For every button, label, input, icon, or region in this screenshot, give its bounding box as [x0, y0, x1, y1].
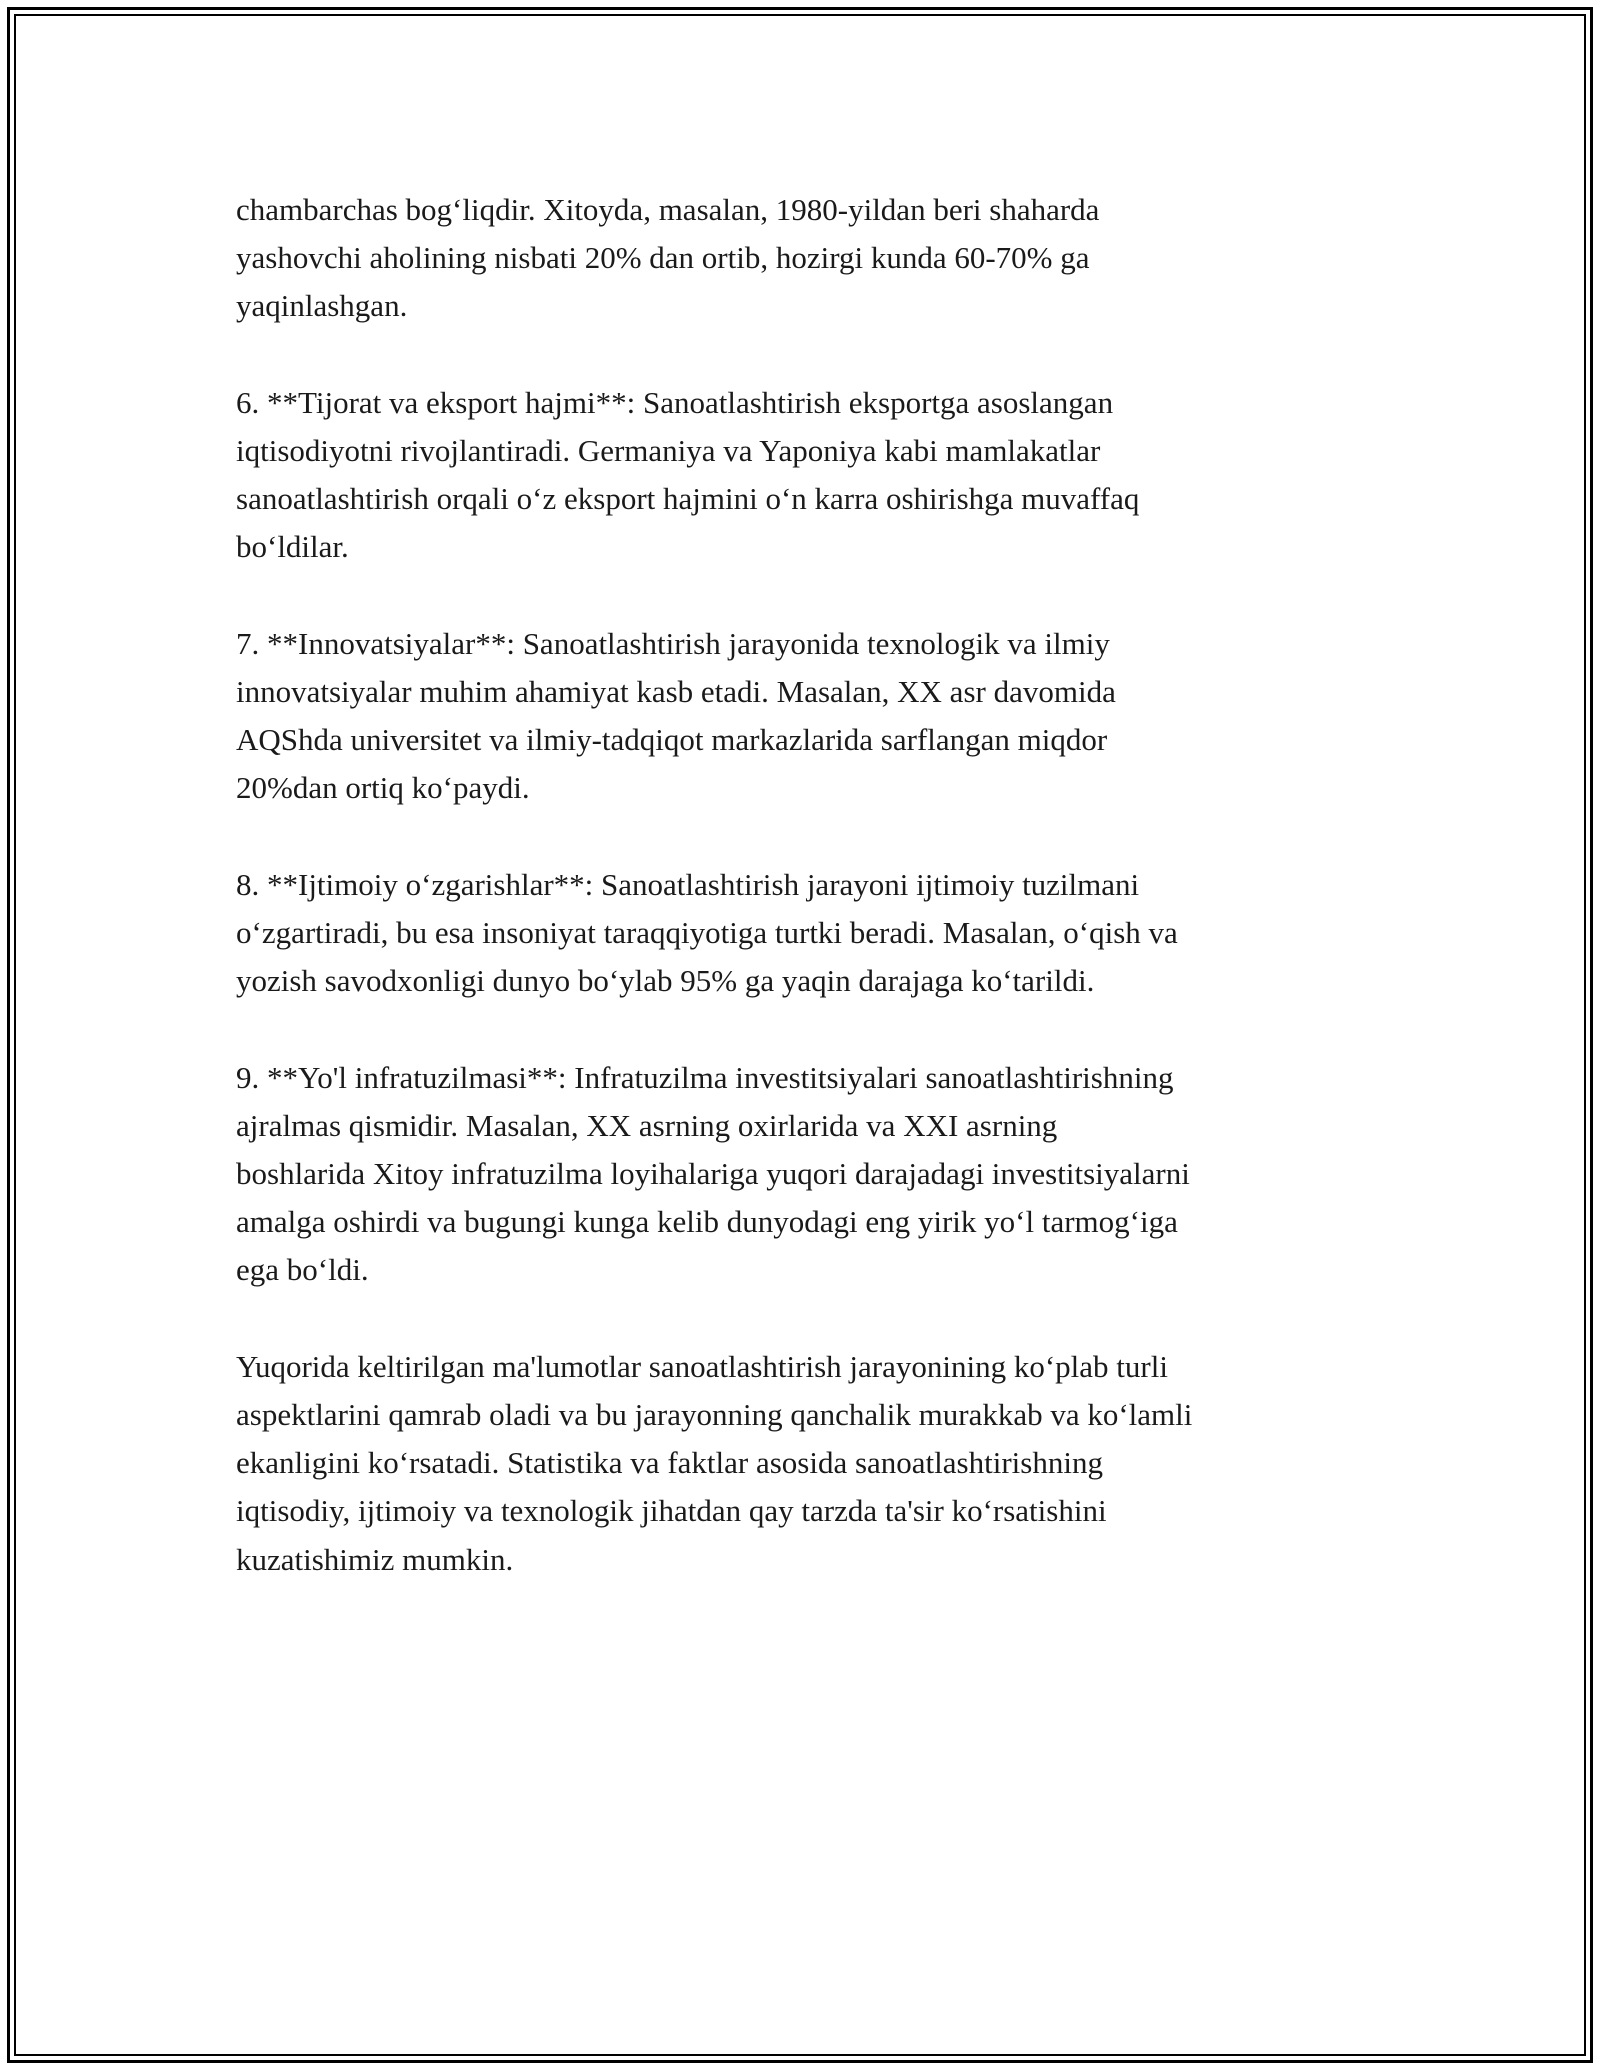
paragraph-conclusion: Yuqorida keltirilgan ma'lumotlar sanoatlashtirish jarayonining ko‘plab turli aspektlarini qamrab oladi va bu jarayonning qanchalik murakkab va ko‘lamli ekanligini ko‘rsatadi. Statistika va faktlar asosida sanoatlashtirishning iqtisodiy, ijtimoiy va texnologik jihatdan qay tarzda ta'sir ko‘rsatishini kuzatishimiz mumkin.: [236, 1348, 1193, 1577]
paragraph-urbanization: chambarchas bog‘liqdir. Xitoyda, masalan, 1980-yildan beri shaharda yashovchi aholining nisbati 20% dan ortib, hozirgi kunda 60-70% ga yaqinlashgan.: [236, 192, 1100, 324]
paragraph-road-infrastructure: 9. **Yo'l infratuzilmasi**: Infratuzilma investitsiyalari sanoatlashtirishning ajralmas qismidir. Masalan, XX asrning oxirlarida va XXI asrning boshlarida Xitoy infratuzilma loyihalariga yuqori darajadagi investitsiyalarni amalga oshirdi va bugungi kunga kelib dunyodagi eng yirik yo‘l tarmog‘iga ega bo‘ldi.: [236, 1059, 1190, 1288]
paragraph-social-changes: 8. **Ijtimoiy o‘zgarishlar**: Sanoatlashtirish jarayoni ijtimoiy tuzilmani o‘zgartiradi, bu esa insoniyat taraqqiyotiga turtki beradi. Masalan, o‘qish va yozish savodxonligi dunyo bo‘ylab 95% ga yaqin darajaga ko‘tarildi.: [236, 866, 1178, 999]
document-body: [236, 186, 1396, 1632]
paragraph-innovations: 7. **Innovatsiyalar**: Sanoatlashtirish jarayonida texnologik va ilmiy innovatsiyalar muhim ahamiyat kasb etadi. Masalan, XX asr davomida AQShda universitet va ilmiy-tadqiqot markazlarida sarflangan miqdor 20%dan ortiq ko‘paydi.: [236, 625, 1116, 806]
paragraph-trade-export: 6. **Tijorat va eksport hajmi**: Sanoatlashtirish eksportga asoslangan iqtisodiyotni rivojlantiradi. Germaniya va Yaponiya kabi mamlakatlar sanoatlashtirish orqali o‘z eksport hajmini o‘n karra oshirishga muvaffaq bo‘ldilar.: [236, 384, 1140, 565]
